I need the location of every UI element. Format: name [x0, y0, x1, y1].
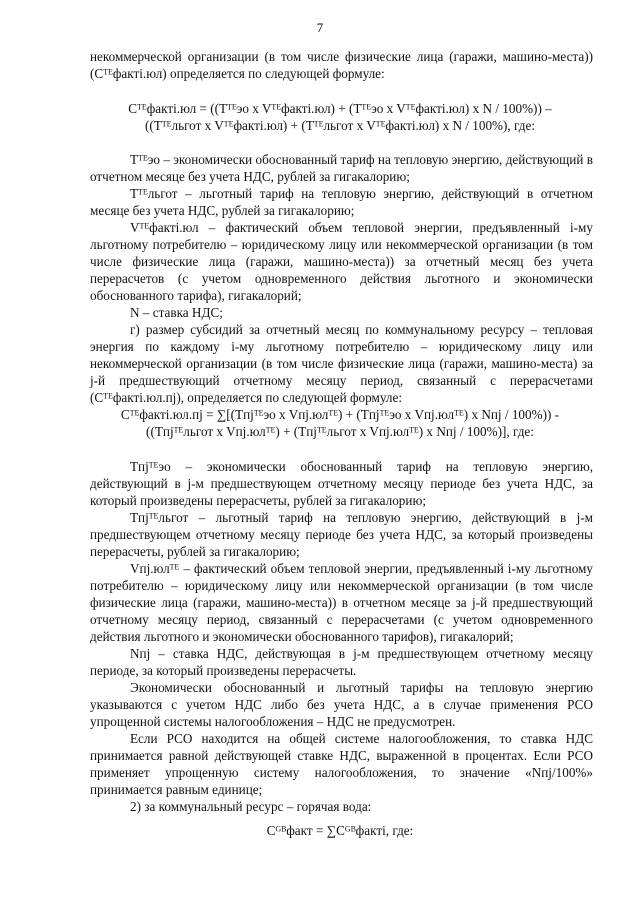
tax-system-paragraph: Если РСО находится на общей системе налогообложения, то ставка НДС принимается равной действующей ставке НДС, выраженной в процентах. Если РСО применяет упрощенную систему налогообложения, то значение «Nпj/100%» принимается равным единице;: [90, 731, 593, 797]
def-t-eo: Tᵀᴱэо – экономически обоснованный тариф на тепловую энергию, действующий в отчетном месяце без учета НДС, рублей за гигакалорию;: [90, 152, 593, 184]
def-v-fact: Vᵀᴱфакті.юл – фактический объем тепловой энергии, предъявленный i-му льготному потребителю – юридическому лицу или некоммерческой организации (в том числе физические лица (гаражи, машино-места)) за отчетный месяц без учета перерасчетов (с учетом одновременного действия льготного и экономически обоснованного тарифа), гигакалорий;: [90, 220, 593, 303]
formula-1-line-1: Cᵀᴱфакті.юл = ((Tᵀᴱэо x Vᵀᴱфакті.юл) + (Tᵀᴱэо x Vᵀᴱфакті.юл) x N / 100%)) –: [128, 101, 552, 116]
def-t-lgot: Tᵀᴱльгот – льготный тариф на тепловую энергию, действующий в отчетном месяце без учета НДС, рублей за гигакалорию;: [90, 186, 593, 218]
def-tpj-lgot: Tпjᵀᴱльгот – льготный тариф на тепловую энергию, действующий в j-м предшествующем отчетному месяцу периоде без учета НДС, за который произведены перерасчеты, рублей за гигакалорию;: [90, 510, 593, 559]
definitions-1: [90, 151, 593, 406]
intro-text: некоммерческой организации (в том числе физические лица (гаражи, машино-места)) (Cᵀᴱфакті.юл) определяется по следующей формуле:: [90, 49, 593, 81]
def-vpj: Vпj.юлᵀᴱ – фактический объем тепловой энергии, предъявленный i-му льготному потребителю – юридическому лицу или некоммерческой организации (в том числе физические лица (гаражи, машино-места)) в отчетном месяце за j-й предшествующий отчетному месяцу период, связанный с перерасчетами (с учетом одновременного действия льготного и экономически обоснованного тарифов), гигакалорий;: [90, 561, 593, 644]
formula-3: Cᴳᴮфакт = ∑Cᴳᴮфакті, где:: [266, 823, 414, 838]
tariff-vat-paragraph: Экономически обоснованный и льготный тарифы на тепловую энергию указываются с учетом НДС либо без учета НДС, а в случае применения РСО упрощенной системы налогообложения – НДС не предусмотрен.: [90, 680, 593, 729]
page-number: 7: [316, 20, 324, 35]
item-g-paragraph: г) размер субсидий за отчетный месяц по коммунальному ресурсу – тепловая энергия по каждому i-му льготному потребителю – юридическому лицу или некоммерческой организации (в том числе физические лица (гаражи, машино-места) за j-й предшествующий отчетному месяцу период, связанный с перерасчетами (Cᵀᴱфакті.юл.пj), определяется по следующей формуле:: [90, 322, 593, 405]
hot-water-heading: 2) за коммунальный ресурс – горячая вода:: [130, 799, 372, 814]
def-npj: Nпj – ставка НДС, действующая в j-м предшествующем отчетному месяцу периоде, за который произведены перерасчеты.: [90, 646, 593, 678]
intro-paragraph: [90, 48, 593, 82]
formula-1-line-2: ((Tᵀᴱльгот x Vᵀᴱфакті.юл) + (Tᵀᴱльгот x Vᵀᴱфакті.юл) x N / 100%), где:: [144, 118, 535, 133]
formula-2-line-1: Cᵀᴱфакті.юл.пj = ∑[(Tпjᵀᴱэо x Vпj.юлᵀᴱ) + (Tпjᵀᴱэо x Vпj.юлᵀᴱ) x Nпj / 100%)) -: [120, 407, 560, 422]
def-tpj-eo: Tпjᵀᴱэо – экономически обоснованный тариф на тепловую энергию, действующий в j-м предшествующем отчетному месяцу периоде без учета НДС, за который произведены перерасчеты, рублей за гигакалорию;: [90, 459, 593, 508]
def-n: N – ставка НДС;: [130, 305, 223, 320]
formula-2-line-2: ((Tпjᵀᴱльгот x Vпj.юлᵀᴱ) + (Tпjᵀᴱльгот x Vпj.юлᵀᴱ) x Nпj / 100%)], где:: [146, 424, 534, 439]
definitions-2: [90, 458, 593, 815]
